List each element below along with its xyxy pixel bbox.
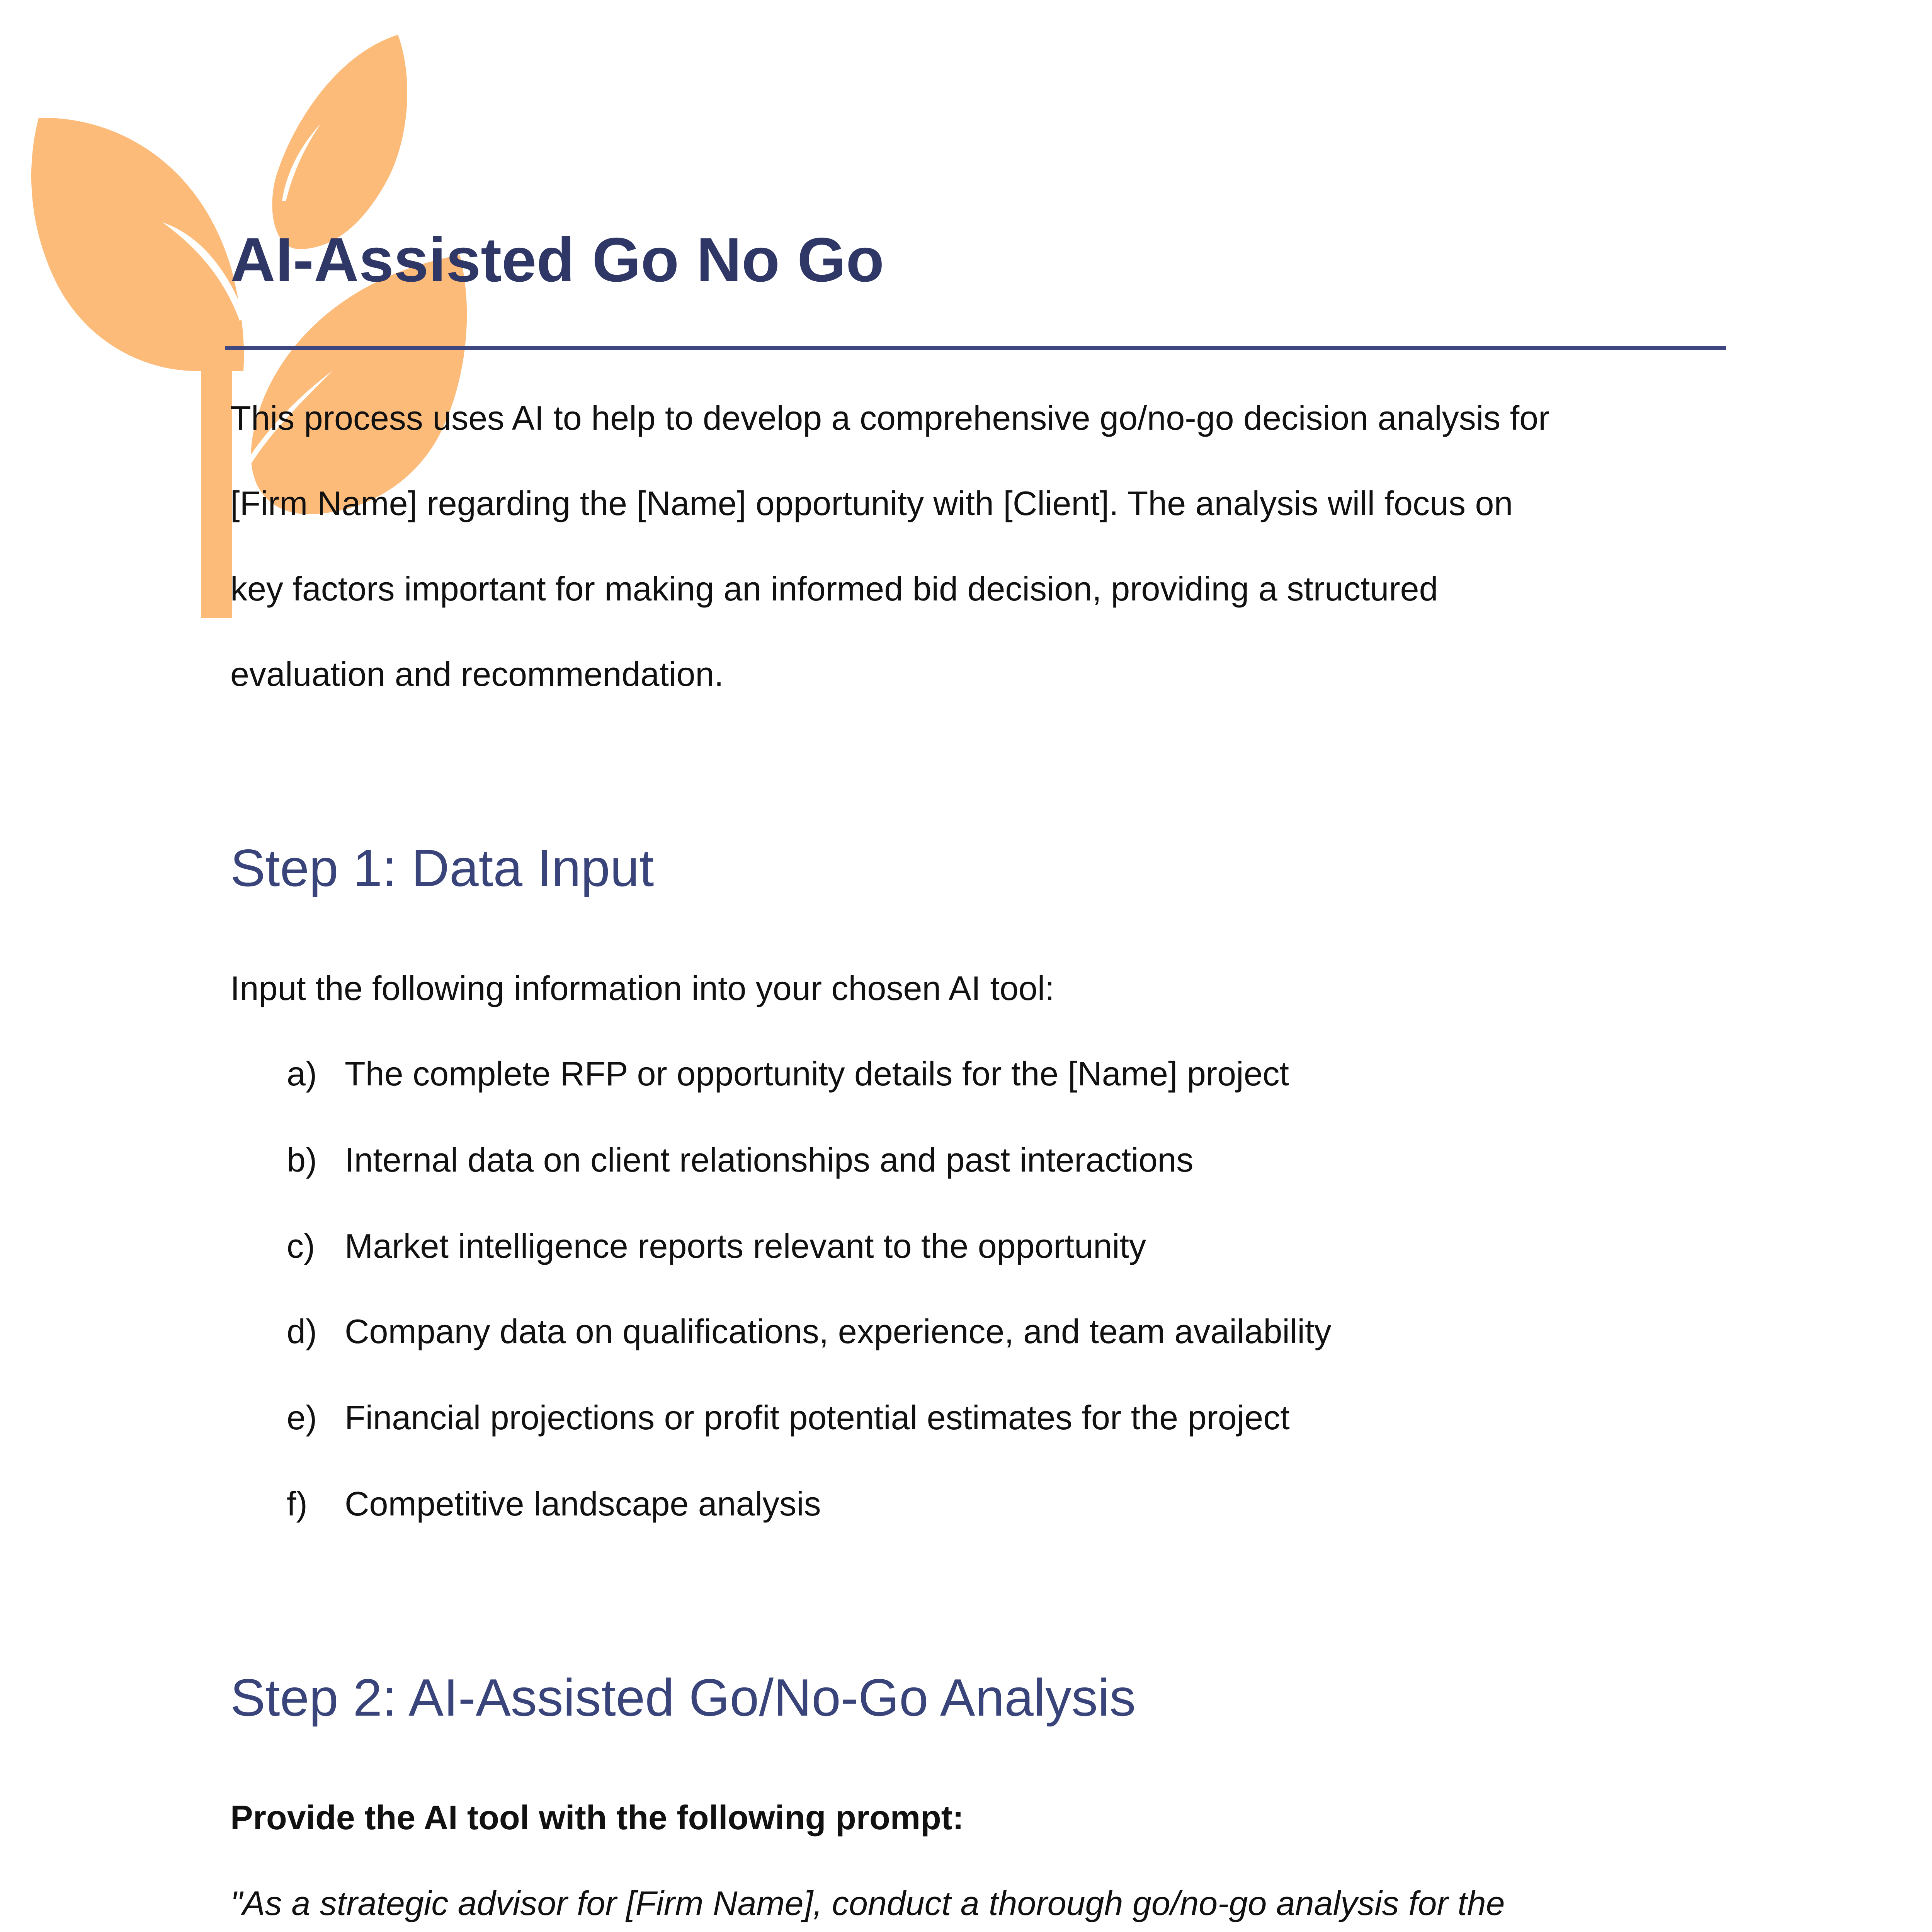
intro-line: This process uses AI to help to develop a comprehensive go/no-go decision analysis for: [230, 399, 1550, 437]
list-marker: a): [287, 1054, 317, 1093]
list-item: Internal data on client relationships and past interactions: [345, 1141, 1194, 1179]
list-item: Financial projections or profit potential estimates for the project: [345, 1398, 1290, 1437]
intro-line: evaluation and recommendation.: [230, 655, 724, 693]
list-item: Company data on qualifications, experience, and team availability: [345, 1312, 1332, 1350]
list-item: The complete RFP or opportunity details for the [Name] project: [345, 1054, 1289, 1093]
title-divider: [225, 346, 1726, 350]
document-title: AI-Assisted Go No Go: [230, 225, 884, 295]
step2-heading: Step 2: AI-Assisted Go/No-Go Analysis: [230, 1668, 1136, 1727]
intro-line: key factors important for making an informed bid decision, providing a structured: [230, 570, 1438, 608]
prompt-line: "As a strategic advisor for [Firm Name], conduct a thorough go/no-go analysis for the: [230, 1884, 1505, 1922]
intro-line: [Firm Name] regarding the [Name] opportunity with [Client]. The analysis will focus on: [230, 484, 1513, 522]
list-marker: c): [287, 1227, 315, 1265]
list-item: Competitive landscape analysis: [345, 1485, 821, 1523]
list-marker: b): [287, 1141, 317, 1179]
step1-heading: Step 1: Data Input: [230, 838, 654, 897]
list-item: Market intelligence reports relevant to the opportunity: [345, 1227, 1146, 1265]
list-marker: d): [287, 1312, 317, 1350]
step2-lead: Provide the AI tool with the following prompt:: [230, 1798, 964, 1837]
plant-watermark-icon: [0, 0, 479, 618]
step1-lead: Input the following information into your chosen AI tool:: [230, 969, 1054, 1007]
list-marker: e): [287, 1398, 317, 1437]
list-marker: f): [287, 1485, 308, 1523]
